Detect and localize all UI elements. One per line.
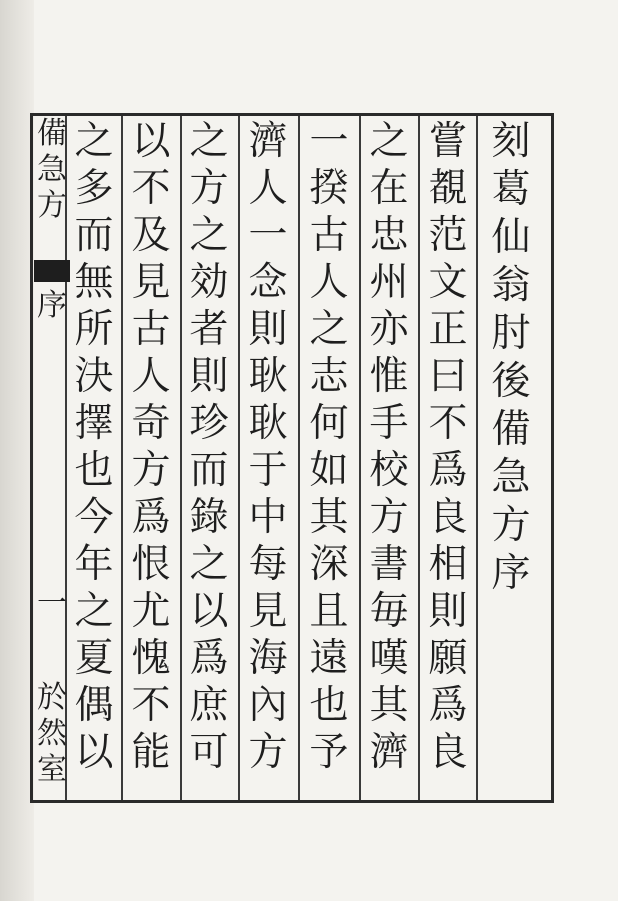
text-char: 正: [428, 307, 468, 352]
text-char: 者: [189, 307, 229, 352]
text-char: 及: [131, 213, 171, 258]
text-char: 遠: [309, 636, 349, 681]
fold-margin-page-number: 一: [37, 586, 67, 621]
text-char: 爲: [131, 495, 171, 540]
title-char: 仙: [491, 215, 531, 260]
text-char: 不: [428, 401, 468, 446]
title-char: 備: [491, 407, 531, 452]
text-char: 見: [248, 589, 288, 634]
text-char: 中: [248, 495, 288, 540]
fold-margin-book-title: [34, 116, 70, 224]
text-char: 爲: [189, 636, 229, 681]
text-char: 以: [131, 119, 171, 164]
text-char: 范: [428, 213, 468, 258]
fold-title-char: 方: [37, 188, 67, 223]
column-rule: [359, 116, 361, 800]
text-char: 也: [309, 683, 349, 728]
text-char: 方: [131, 448, 171, 493]
fold-title-char: 備: [37, 116, 67, 151]
text-char: 古: [309, 213, 349, 258]
text-char: 念: [248, 260, 288, 305]
text-char: 決: [74, 354, 114, 399]
text-char: 効: [189, 260, 229, 305]
text-char: 深: [309, 542, 349, 587]
preface-title: [486, 118, 536, 598]
column-rule: [476, 116, 478, 800]
text-char: 偶: [74, 683, 114, 728]
text-char: 亦: [369, 307, 409, 352]
column-rule: [121, 116, 123, 800]
text-char: 一: [309, 119, 349, 164]
text-char: 耿: [248, 401, 288, 446]
text-char: 方: [248, 730, 288, 775]
text-char: 不: [131, 166, 171, 211]
column-rule: [238, 116, 240, 800]
text-char: 之: [189, 119, 229, 164]
text-char: 而: [189, 448, 229, 493]
text-char: 爲: [428, 448, 468, 493]
title-char: 刻: [491, 119, 531, 164]
text-char: 相: [428, 542, 468, 587]
column-rule: [298, 116, 300, 800]
text-char: 能: [131, 730, 171, 775]
studio-char: 於: [37, 680, 67, 715]
text-char: 覩: [428, 166, 468, 211]
text-char: 人: [309, 260, 349, 305]
text-char: 州: [369, 260, 409, 305]
text-char: 其: [309, 495, 349, 540]
text-char: 之: [74, 119, 114, 164]
text-char: 以: [189, 589, 229, 634]
title-char: 肘: [491, 311, 531, 356]
studio-char: 然: [37, 716, 67, 751]
text-char: 願: [428, 636, 468, 681]
text-char: 濟: [248, 119, 288, 164]
text-char: 嘆: [369, 636, 409, 681]
text-char: 校: [369, 448, 409, 493]
text-char: 愧: [131, 636, 171, 681]
column-rule: [418, 116, 420, 800]
column-rule: [180, 116, 182, 800]
text-char: 則: [428, 589, 468, 634]
title-char: 急: [491, 455, 531, 500]
text-char: 之: [189, 542, 229, 587]
text-char: 揆: [309, 166, 349, 211]
text-char: 恨: [131, 542, 171, 587]
text-char: 古: [131, 307, 171, 352]
text-char: 每: [248, 542, 288, 587]
text-char: 之: [309, 307, 349, 352]
text-char: 一: [248, 213, 288, 258]
text-char: 方: [189, 166, 229, 211]
text-char: 之: [369, 119, 409, 164]
text-char: 見: [131, 260, 171, 305]
text-char: 錄: [189, 495, 229, 540]
text-char: 方: [369, 495, 409, 540]
text-char: 夏: [74, 636, 114, 681]
text-char: 則: [248, 307, 288, 352]
text-char: 爲: [428, 683, 468, 728]
text-char: 書: [369, 542, 409, 587]
text-char: 珍: [189, 401, 229, 446]
text-char: 內: [248, 683, 288, 728]
text-char: 嘗: [428, 119, 468, 164]
text-column-6: [126, 118, 176, 776]
text-char: 擇: [74, 401, 114, 446]
text-char: 予: [309, 730, 349, 775]
studio-char: 室: [37, 752, 67, 787]
fish-tail-mark: [34, 260, 70, 282]
text-char: 手: [369, 401, 409, 446]
text-char: 惟: [369, 354, 409, 399]
text-char: 何: [309, 401, 349, 446]
text-char: 不: [131, 683, 171, 728]
text-char: 可: [189, 730, 229, 775]
text-char: 所: [74, 307, 114, 352]
text-column-3: [304, 118, 354, 776]
text-column-1: [423, 118, 473, 776]
text-char: 之: [189, 213, 229, 258]
text-char: 志: [309, 354, 349, 399]
text-char: 在: [369, 166, 409, 211]
text-char: 于: [248, 448, 288, 493]
text-char: 其: [369, 683, 409, 728]
text-char: 且: [309, 589, 349, 634]
text-char: 海: [248, 636, 288, 681]
text-char: 庶: [189, 683, 229, 728]
text-char: 忠: [369, 213, 409, 258]
text-column-4: [243, 118, 293, 776]
title-char: 葛: [491, 167, 531, 212]
text-char: 則: [189, 354, 229, 399]
title-char: 翁: [491, 263, 531, 308]
title-char: 方: [491, 503, 531, 548]
text-column-7: [69, 118, 119, 776]
text-char: 耿: [248, 354, 288, 399]
title-char: 序: [491, 551, 531, 596]
text-char: 毎: [369, 589, 409, 634]
text-char: 良: [428, 495, 468, 540]
text-char: 之: [74, 589, 114, 634]
text-char: 多: [74, 166, 114, 211]
book-spine-shadow: [0, 0, 34, 901]
text-char: 文: [428, 260, 468, 305]
text-char: 良: [428, 730, 468, 775]
text-char: 年: [74, 542, 114, 587]
text-char: 今: [74, 495, 114, 540]
text-column-2: [364, 118, 414, 776]
text-char: 無: [74, 260, 114, 305]
text-column-5: [184, 118, 234, 776]
fold-margin-section: 序: [37, 288, 67, 323]
text-char: 尤: [131, 589, 171, 634]
text-char: 曰: [428, 354, 468, 399]
text-char: 而: [74, 213, 114, 258]
fold-title-char: 急: [37, 152, 67, 187]
text-char: 也: [74, 448, 114, 493]
text-char: 奇: [131, 401, 171, 446]
text-char: 人: [248, 166, 288, 211]
text-char: 濟: [369, 730, 409, 775]
title-char: 後: [491, 359, 531, 404]
text-char: 如: [309, 448, 349, 493]
text-char: 以: [74, 730, 114, 775]
text-char: 人: [131, 354, 171, 399]
fold-margin-studio-name: [34, 680, 70, 788]
